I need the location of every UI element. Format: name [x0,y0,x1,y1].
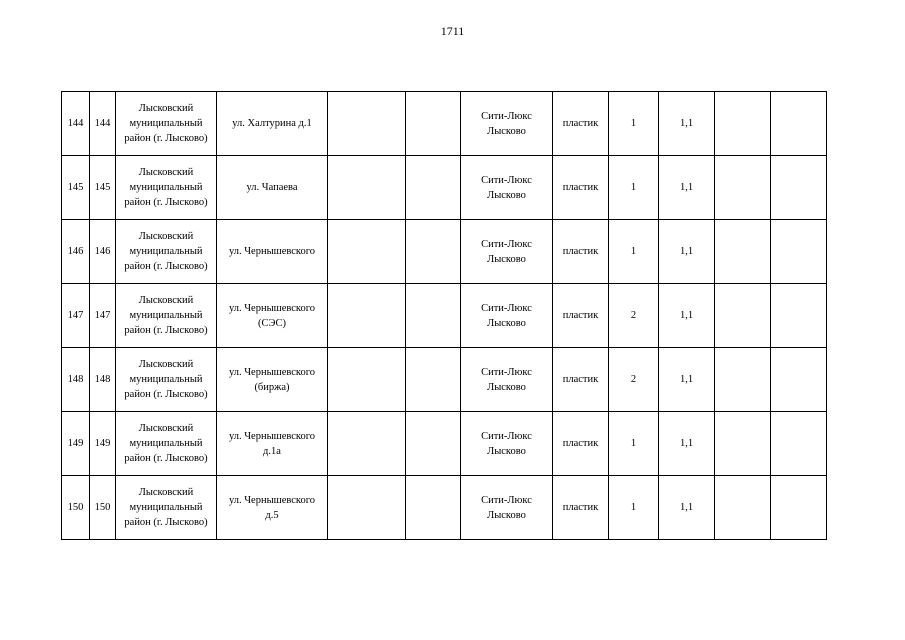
site-id-cell: 149 [90,412,116,476]
district-cell [116,220,217,284]
district-line: Лысковский [138,231,194,242]
table-row [62,476,827,540]
site-id-cell: 147 [90,284,116,348]
empty-cell [406,476,461,540]
table-body [62,92,827,540]
container-count-cell: 1 [609,476,659,540]
address-line: ул. Чернышевского [228,246,316,257]
site-id-cell: 150 [90,476,116,540]
row-number-cell: 144 [62,92,90,156]
address-cell [217,348,328,412]
district-cell [116,348,217,412]
operator-cell [461,156,553,220]
empty-cell [328,220,406,284]
operator-cell [461,476,553,540]
operator-line: Лысково [487,317,526,329]
empty-cell [715,92,771,156]
site-id-cell: 145 [90,156,116,220]
district-line: муниципальный [129,310,203,321]
container-sites-table [61,91,827,540]
operator-cell [461,220,553,284]
district-line: район (г. Лысково) [124,517,208,528]
table-row [62,284,827,348]
district-line: Лысковский [138,295,194,306]
container-volume-cell: 1,1 [659,156,715,220]
address-line: ул. Чернышевского [228,366,316,378]
empty-cell [771,284,827,348]
material-cell: пластик [553,284,609,348]
material-cell: пластик [553,412,609,476]
container-count-cell: 1 [609,412,659,476]
material-cell: пластик [553,476,609,540]
district-line: Лысковский [138,423,194,434]
empty-cell [715,156,771,220]
operator-line: Сити-Люкс [481,238,532,250]
address-line: (СЭС) [258,317,286,329]
operator-line: Сити-Люкс [481,110,532,122]
material-cell: пластик [553,220,609,284]
district-line: муниципальный [129,182,203,193]
container-volume-cell: 1,1 [659,92,715,156]
district-line: район (г. Лысково) [124,325,208,336]
address-line: д.1а [263,445,281,457]
container-count-cell: 1 [609,156,659,220]
empty-cell [715,284,771,348]
district-cell [116,92,217,156]
operator-line: Сити-Люкс [481,302,532,314]
district-line: район (г. Лысково) [124,389,208,400]
container-volume-cell: 1,1 [659,220,715,284]
address-cell [217,92,328,156]
district-cell [116,412,217,476]
empty-cell [771,92,827,156]
district-line: муниципальный [129,502,203,513]
operator-line: Лысково [487,125,526,137]
table-row [62,92,827,156]
empty-cell [715,348,771,412]
address-line: ул. Чапаева [246,182,298,193]
district-line: Лысковский [138,487,194,498]
row-number-cell: 145 [62,156,90,220]
address-line: д.5 [265,509,279,521]
district-line: район (г. Лысково) [124,197,208,208]
empty-cell [328,284,406,348]
address-line: ул. Чернышевского [228,302,316,314]
table-row [62,220,827,284]
empty-cell [328,476,406,540]
empty-cell [771,476,827,540]
operator-line: Лысково [487,253,526,265]
empty-cell [771,220,827,284]
district-cell [116,284,217,348]
address-line: (биржа) [254,381,290,393]
operator-cell [461,348,553,412]
container-volume-cell: 1,1 [659,284,715,348]
empty-cell [715,220,771,284]
container-count-cell: 2 [609,348,659,412]
container-count-cell: 1 [609,220,659,284]
district-line: Лысковский [138,359,194,370]
address-line: ул. Халтурина д.1 [232,118,312,129]
district-line: Лысковский [138,167,194,178]
operator-cell [461,284,553,348]
address-cell [217,156,328,220]
container-volume-cell: 1,1 [659,348,715,412]
operator-line: Сити-Люкс [481,366,532,378]
container-count-cell: 1 [609,92,659,156]
operator-line: Сити-Люкс [481,494,532,506]
material-cell: пластик [553,92,609,156]
empty-cell [715,476,771,540]
operator-line: Сити-Люкс [481,174,532,186]
district-line: муниципальный [129,246,203,257]
site-id-cell: 144 [90,92,116,156]
empty-cell [406,156,461,220]
container-volume-cell: 1,1 [659,412,715,476]
empty-cell [771,412,827,476]
page-number: 1711 [440,24,465,38]
empty-cell [771,156,827,220]
empty-cell [771,348,827,412]
empty-cell [406,412,461,476]
row-number-cell: 146 [62,220,90,284]
operator-line: Лысково [487,381,526,393]
address-cell [217,476,328,540]
address-cell [217,412,328,476]
table-row [62,348,827,412]
container-count-cell: 2 [609,284,659,348]
operator-line: Лысково [487,509,526,521]
empty-cell [406,220,461,284]
material-cell: пластик [553,156,609,220]
container-volume-cell: 1,1 [659,476,715,540]
site-id-cell: 148 [90,348,116,412]
empty-cell [406,284,461,348]
empty-cell [715,412,771,476]
empty-cell [406,92,461,156]
row-number-cell: 149 [62,412,90,476]
operator-cell [461,412,553,476]
district-line: муниципальный [129,118,203,129]
address-cell [217,220,328,284]
row-number-cell: 147 [62,284,90,348]
empty-cell [328,348,406,412]
operator-line: Сити-Люкс [481,430,532,442]
empty-cell [406,348,461,412]
table-row [62,156,827,220]
site-id-cell: 146 [90,220,116,284]
material-cell: пластик [553,348,609,412]
empty-cell [328,92,406,156]
empty-cell [328,412,406,476]
operator-line: Лысково [487,189,526,201]
district-line: Лысковский [138,103,194,114]
district-cell [116,156,217,220]
address-line: ул. Чернышевского [228,494,316,506]
district-line: район (г. Лысково) [124,453,208,464]
address-cell [217,284,328,348]
district-cell [116,476,217,540]
operator-line: Лысково [487,445,526,457]
operator-cell [461,92,553,156]
row-number-cell: 150 [62,476,90,540]
district-line: район (г. Лысково) [124,261,208,272]
district-line: муниципальный [129,438,203,449]
row-number-cell: 148 [62,348,90,412]
address-line: ул. Чернышевского [228,430,316,442]
empty-cell [328,156,406,220]
district-line: район (г. Лысково) [124,133,208,144]
table-row [62,412,827,476]
district-line: муниципальный [129,374,203,385]
